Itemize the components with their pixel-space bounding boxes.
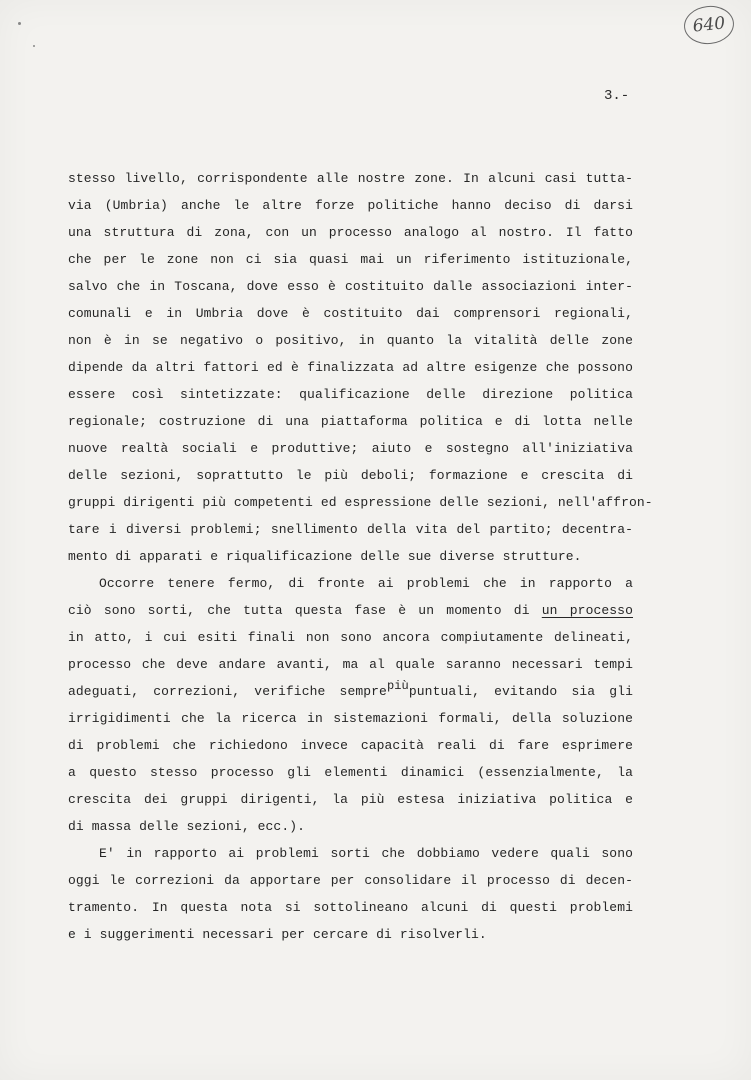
text-line xyxy=(68,678,633,705)
text-line: regionale; costruzione di una piattaforma politica e di lotta nelle xyxy=(68,414,633,429)
text-line: non è in se negativo o positivo, in quanto la vitalità delle zone xyxy=(68,333,633,348)
text-line: tare i diversi problemi; snellimento della vita del partito; decentra- xyxy=(68,522,633,537)
text-line: via (Umbria) anche le altre forze politiche hanno deciso di darsi xyxy=(68,198,633,213)
handwritten-insertion: più xyxy=(386,679,409,693)
text-line: mento di apparati e riqualificazione delle sue diverse strutture. xyxy=(68,549,582,564)
text-segment: ciò sono sorti, che tutta questa fase è un momento di xyxy=(68,603,530,618)
text-line: a questo stesso processo gli elementi dinamici (essenzialmente, la xyxy=(68,765,633,780)
text-line: Occorre tenere fermo, di fronte ai problemi che in rapporto a xyxy=(99,576,633,591)
paper-speck xyxy=(18,22,21,25)
text-line: stesso livello, corrispondente alle nostre zone. In alcuni casi tutta- xyxy=(68,171,633,186)
text-line: delle sezioni, soprattutto le più deboli; formazione e crescita di xyxy=(68,468,633,483)
text-line: nuove realtà sociali e produttive; aiuto e sostegno all'iniziativa xyxy=(68,441,633,456)
document-body xyxy=(68,165,653,948)
text-line: dipende da altri fattori ed è finalizzata ad altre esigenze che possono xyxy=(68,360,633,375)
text-line: di problemi che richiedono invece capacità reali di fare esprimere xyxy=(68,738,633,753)
text-line: comunali e in Umbria dove è costituito dai comprensori regionali, xyxy=(68,306,633,321)
text-segment: puntuali, evitando sia gli xyxy=(408,684,633,699)
underlined-phrase: un processo xyxy=(541,603,633,618)
text-line: salvo che in Toscana, dove esso è costituito dalle associazioni inter- xyxy=(68,279,633,294)
archive-number-stamp xyxy=(682,3,736,46)
text-line: che per le zone non ci sia quasi mai un riferimento istituzionale, xyxy=(68,252,633,267)
text-line: una struttura di zona, con un processo analogo al nostro. Il fatto xyxy=(68,225,633,240)
text-line: irrigidimenti che la ricerca in sistemazioni formali, della soluzione xyxy=(68,711,633,726)
archive-number: 640 xyxy=(691,13,727,37)
text-line: di massa delle sezioni, ecc.). xyxy=(68,819,306,834)
text-line: crescita dei gruppi dirigenti, la più estesa iniziativa politica e xyxy=(68,792,633,807)
text-line: E' in rapporto ai problemi sorti che dobbiamo vedere quali sono xyxy=(99,846,633,861)
page-number: 3.- xyxy=(604,88,630,104)
text-line: gruppi dirigenti più competenti ed espressione delle sezioni, nell'affron- xyxy=(68,495,653,510)
text-line: processo che deve andare avanti, ma al quale saranno necessari tempi xyxy=(68,657,633,672)
text-segment: adeguati, correzioni, verifiche sempre xyxy=(68,684,387,699)
text-line: in atto, i cui esiti finali non sono ancora compiutamente delineati, xyxy=(68,630,633,645)
paper-speck xyxy=(33,45,35,47)
text-line: tramento. In questa nota si sottolineano alcuni di questi problemi xyxy=(68,900,633,915)
text-line: e i suggerimenti necessari per cercare di risolverli. xyxy=(68,927,487,942)
text-line: oggi le correzioni da apportare per consolidare il processo di decen- xyxy=(68,873,633,888)
text-line xyxy=(68,597,633,624)
text-line: essere così sintetizzate: qualificazione delle direzione politica xyxy=(68,387,633,402)
